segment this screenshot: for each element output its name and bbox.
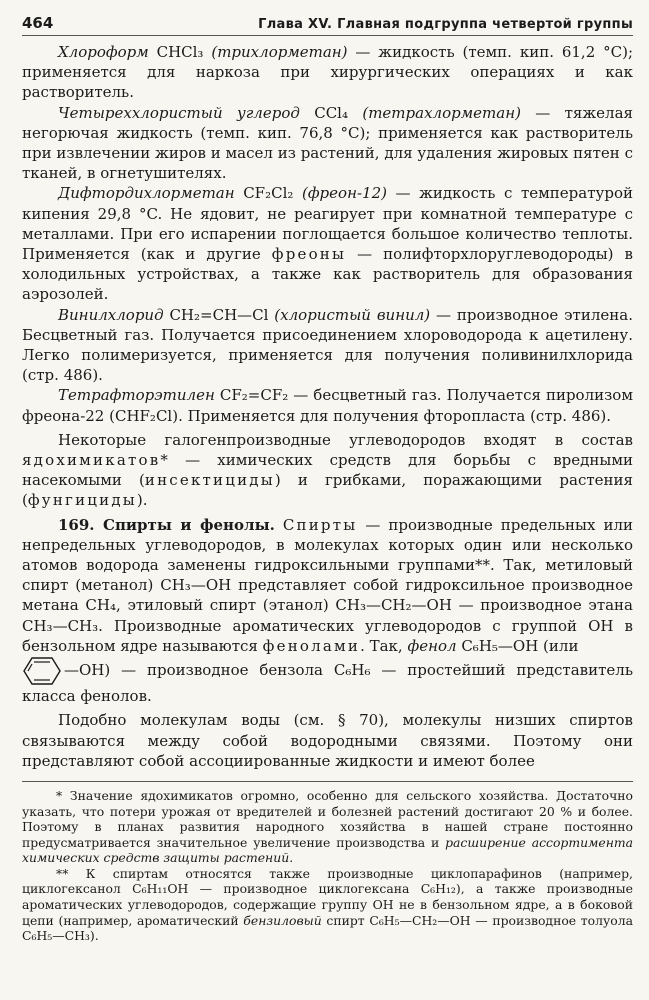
- italic-run: расширение ассортимента химических средств защиты растений: [22, 834, 633, 866]
- text-run: — производное бензола C₆H₆ — простейший представитель класса фенолов.: [22, 661, 633, 706]
- text-run: * — химических средств для борьбы с вредными насекомыми (: [22, 451, 633, 490]
- term-name: Хлороформ: [58, 43, 149, 61]
- benzene-ring-icon: [22, 656, 62, 686]
- formula: CF₂=CF₂: [219, 386, 289, 405]
- term-description-end: — полифторхлоруглеводороды) в холодильных устройствах, а также как растворитель для образования аэрозолей.: [22, 245, 633, 304]
- formula: CCl₄: [314, 103, 348, 122]
- footnotes: [22, 788, 633, 944]
- formula: CH₂=CH—Cl: [169, 305, 269, 324]
- paragraph-hydrogen-bonds: Подобно молекулам воды (см. § 70), молекулы низших спиртов связываются между собой водородными связями. Поэтому они представляют собой ассоциированные жидкости и имеют более: [22, 711, 633, 770]
- footnote-1: [22, 788, 633, 866]
- text-run: — производные предельных или непредельных углеводородов, в молекулах которых один или несколько атомов водорода заменены гидроксильными группами**. Так, метиловый спирт (метанол) CH₃—OH представляет собой гидроксильное производное метана CH₄, этиловый спирт (этанол) CH₃—CH₂—OH — производное этана CH₃—CH₃. Производные ароматических углеводородов с группой OH в бензольном ядре называются: [22, 515, 633, 655]
- spaced-term: ядохимикатов: [22, 451, 161, 470]
- text-run: .: [289, 850, 294, 866]
- paragraph-alcohols-phenols: [22, 515, 633, 707]
- paragraph-freon: [22, 183, 633, 304]
- text-run: спирт C₆H₅—CH₂—OH — производное толуола C₆H₅—CH₃).: [22, 912, 633, 944]
- term-name: Дифтордихлорметан: [58, 184, 235, 203]
- term-description: — бесцветный газ. Получается пиролизом фреона-22 (CHF₂Cl). Применяется для получения фторопласта (стр. 486).: [22, 386, 633, 425]
- term-description: — производное этилена. Бесцветный газ. Получается присоединением хлороводорода к ацетилену. Легко полимеризуется, применяется для получения поливинилхлорида (стр. 486).: [22, 305, 633, 385]
- text-run: Некоторые галогенпроизводные углеводородов входят в состав: [58, 430, 633, 449]
- paragraph-pesticides: [22, 430, 633, 511]
- text-run: . Так,: [360, 636, 408, 655]
- term-alt-name: (фреон-12): [301, 184, 387, 203]
- spaced-term: фреоны: [271, 245, 347, 264]
- spaced-term: фенолами: [262, 636, 361, 655]
- term-alt-name: (хлористый винил): [274, 305, 431, 324]
- term-name: Четыреххлористый углерод: [58, 103, 300, 122]
- term-description: — тяжелая негорючая жидкость (темп. кип. 76,8 °C); применяется как растворитель при извлечении жиров и масел из растений, для удаления жировых пятен с тканей, в огнетушителях.: [22, 103, 633, 183]
- text-run: C₆H₅—OH (или: [456, 636, 579, 655]
- italic-run: бензиловый: [243, 912, 322, 928]
- term-alt-name: (тетрахлорметан): [362, 103, 521, 122]
- term-description: — жидкость с температурой кипения 29,8 °C. Не ядовит, не реагирует при комнатной температуре с металлами. При его испарении поглощается большое количество теплоты. Применяется (как и другие: [22, 184, 633, 264]
- paragraph-chloroform: [22, 42, 633, 103]
- term-alt-name: (трихлорметан): [211, 43, 348, 61]
- spaced-term: инсектициды: [144, 471, 275, 490]
- term-name: фенол: [407, 636, 457, 655]
- chapter-title: Глава XV. Главная подгруппа четвертой группы: [258, 17, 633, 32]
- main-text: [22, 42, 633, 771]
- text-run: ).: [136, 491, 148, 510]
- term-name: Винилхлорид: [58, 305, 164, 324]
- text-run: * Значение ядохимикатов огромно, особенно для сельского хозяйства. Достаточно указать, что потери урожая от вредителей и болезней растений достигают 20 % и более. Поэтому в планах развития народного хозяйства в нашей стране постоянно предусматривается значительное увеличение производства и: [22, 787, 633, 850]
- term-name: Тетрафторэтилен: [58, 386, 215, 405]
- formula: CF₂Cl₂: [243, 184, 294, 203]
- formula: CHCl₃: [156, 43, 204, 61]
- paragraph-tetrafluoroethylene: [22, 385, 633, 425]
- text-run: ) и грибками, поражающими растения (: [22, 471, 633, 510]
- running-header: [22, 14, 633, 36]
- footnote-2: [22, 866, 633, 944]
- paragraph-carbon-tetrachloride: [22, 103, 633, 184]
- paragraph-vinyl-chloride: [22, 305, 633, 386]
- hydroxyl-group: —OH): [64, 661, 111, 680]
- footnote-divider: [22, 781, 633, 782]
- spaced-term: фунгициды: [27, 491, 137, 510]
- spaced-term: Спирты: [282, 515, 358, 534]
- page-number: 464: [22, 14, 54, 32]
- term-description: — жидкость (темп. кип. 61,2 °C); применяется для наркоза при хирургических операциях и как растворитель.: [22, 43, 633, 102]
- section-heading: 169. Спирты и фенолы.: [58, 515, 275, 534]
- text-run: ** К спиртам относятся также производные циклопарафинов (например, циклогексанол C₆H₁₁OH — производное циклогексана C₆H₁₂), а также производные ароматических углеводородов, содержащие группу OH не в бензольном ядре, а в боковой цепи (например, ароматический: [22, 865, 633, 928]
